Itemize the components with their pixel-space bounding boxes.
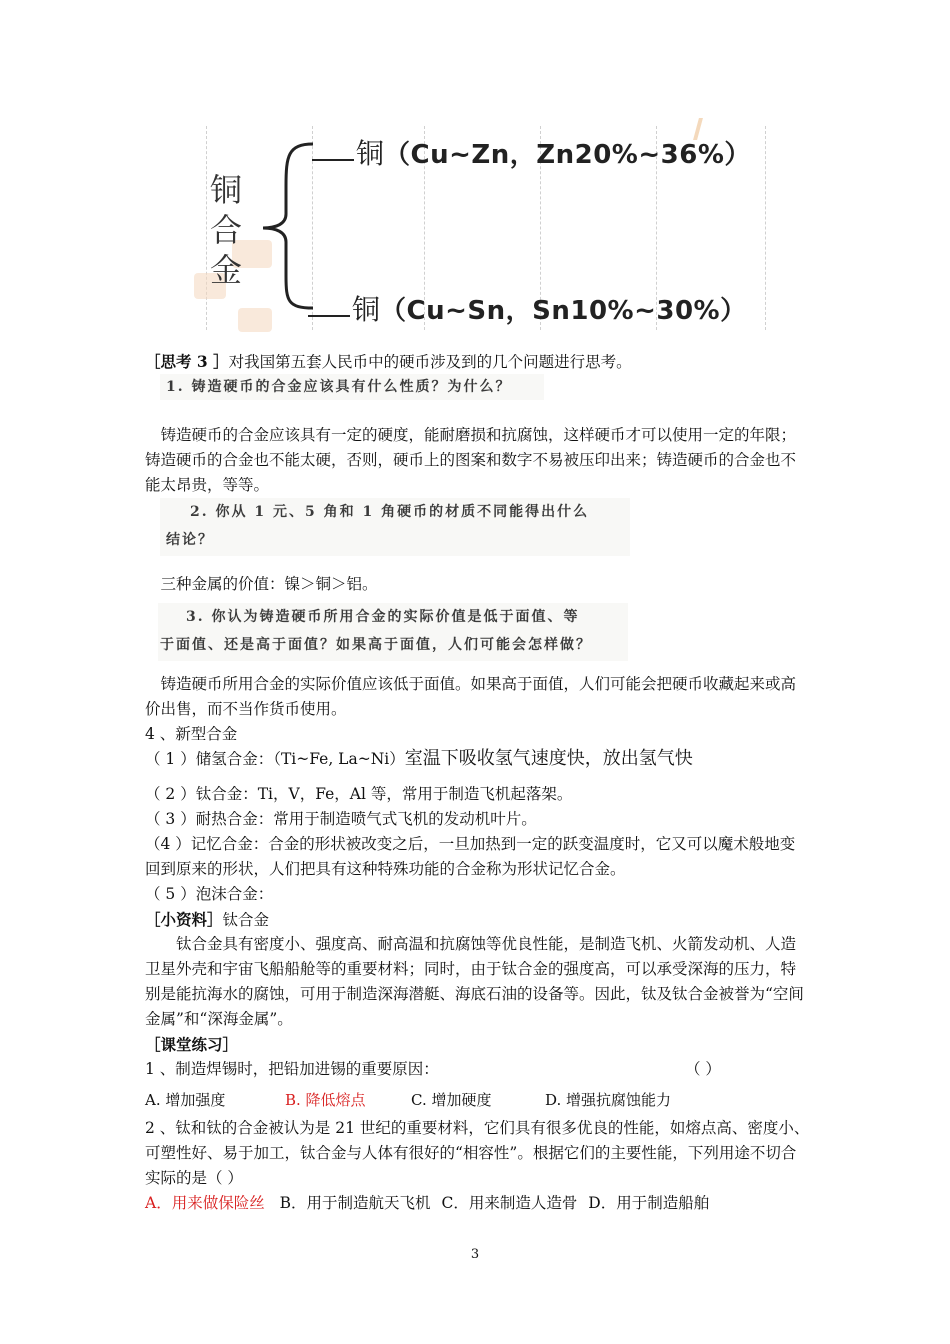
- option-c: C．用来制造人造骨: [441, 1194, 578, 1212]
- bronze-branch: 铜（Cu~Sn，Sn10%~30%）: [308, 288, 747, 328]
- option-d: D. 增强抗腐蚀能力: [545, 1091, 672, 1109]
- question1-scan: 1. 铸造硬币的合金应该具有什么性质？为什么？: [160, 374, 544, 400]
- memory-alloy-item: （4 ）记忆合金：合金的形状被改变之后，一旦加热到一定的跃变温度时，它又可以魔术般地变回到原来的形状，人们把具有这种特殊功能的合金称为形状记忆合金。: [145, 835, 796, 878]
- option-a: A．用来做保险丝: [145, 1194, 265, 1212]
- fill-blank: [312, 157, 354, 161]
- answer2: 三种金属的价值：镍＞铜＞铝。: [160, 575, 378, 593]
- page-number: 3: [470, 1247, 480, 1262]
- titanium-alloy-item: （ 2 ）钛合金：Ti，V，Fe，Al 等，常用于制造飞机起落架。: [145, 785, 573, 803]
- fill-blank: [308, 313, 350, 317]
- answer3: 铸造硬币所用合金的实际价值应该低于面值。如果高于面值，人们可能会把硬币收藏起来或高价出售，而不当作货币使用。: [145, 675, 797, 718]
- hydrogen-storage-alloy: （ 1 ）储氢合金：（Ti~Fe, La~Ni）室温下吸收氢气速度快，放出氢气快: [145, 748, 693, 769]
- option-c: C. 增加硬度: [411, 1091, 492, 1109]
- option-a: A. 增加强度: [145, 1091, 226, 1109]
- practice-q2-options: [145, 1191, 810, 1216]
- practice-heading: ［课堂练习］: [145, 1035, 239, 1054]
- option-b: B．用于制造航天飞机: [279, 1194, 431, 1212]
- info-text: 钛合金具有密度小、强度高、耐高温和抗腐蚀等优良性能，是制造飞机、火箭发动机、人造卫星外壳和宇宙飞船船舱等的重要材料；同时，由于钛合金的强度高，可以承受深海的压力，特别是能抗海水的腐蚀，可用于制造深海潜艇、海底石油的设备等。因此，钛及钛合金被誉为“空间金属”和“深海金属”。: [145, 935, 804, 1028]
- question3-scan: 3. 你认为铸造硬币所用合金的实际价值是低于面值、等 于面值、还是高于面值？如果高于面值，人们可能会怎样做？: [158, 603, 628, 661]
- practice-q2: 2 、钛和钛的合金被认为是 21 世纪的重要材料，它们具有很多优良的性能，如熔点高、密度小、可塑性好、易于加工，钛合金与人体有很好的“相容性”。根据它们的主要性能，下列用途不切合实际的是（ ）: [145, 1119, 810, 1187]
- section4-title: 4 、新型合金: [145, 725, 238, 743]
- think3-heading: ［思考 3 ］对我国第五套人民币中的硬币涉及到的几个问题进行思考。: [145, 352, 632, 371]
- answer1: 铸造硬币的合金应该具有一定的硬度，能耐磨损和抗腐蚀，这样硬币才可以使用一定的年限；铸造硬币的合金也不能太硬，否则，硬币上的图案和数字不易被压印出来；铸造硬币的合金也不能太昂贵，等等。: [145, 426, 797, 494]
- brass-branch: 铜（Cu~Zn，Zn20%~36%）: [312, 132, 751, 172]
- copper-alloy-diagram: [190, 118, 770, 336]
- practice-q1: 1 、制造焊锡时，把铅加进锡的重要原因： （ ）: [145, 1057, 810, 1082]
- option-d: D．用于制造船舶: [588, 1194, 710, 1212]
- option-b: B. 降低熔点: [285, 1091, 366, 1109]
- heat-resistant-alloy-item: （ 3 ）耐热合金：常用于制造喷气式飞机的发动机叶片。: [145, 810, 537, 828]
- foam-alloy-item: （ 5 ）泡沫合金：: [145, 885, 274, 903]
- question2-scan: 2. 你从 1 元、5 角和 1 角硬币的材质不同能得出什么 结论？: [160, 498, 630, 556]
- answer-paren: （ ）: [685, 1060, 721, 1078]
- info-heading: ［小资料］钛合金: [145, 910, 270, 929]
- copper-alloy-label: 铜 合 金: [210, 171, 243, 289]
